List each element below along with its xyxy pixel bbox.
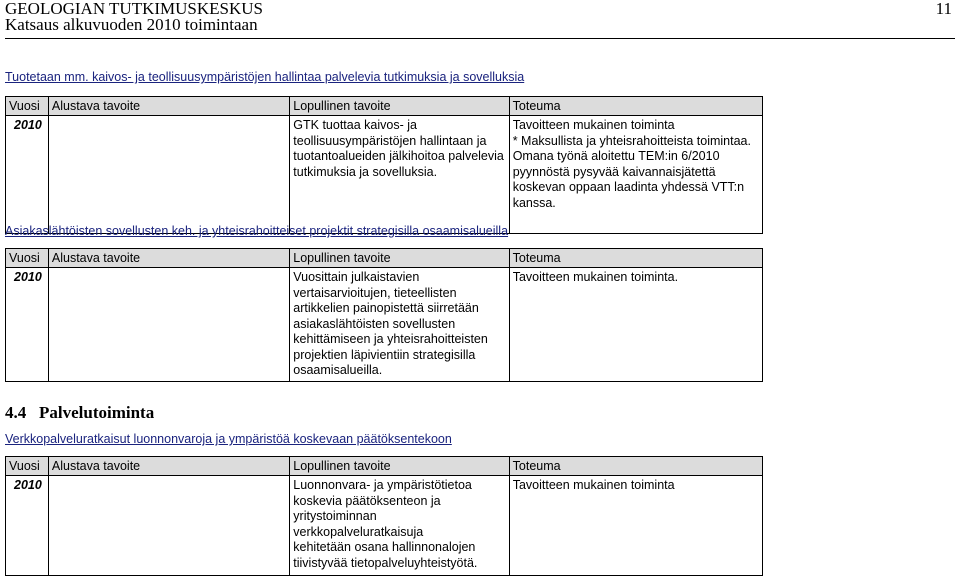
section-title: Tuotetaan mm. kaivos- ja teollisuusympäristöjen hallintaa palvelevia tutkimuksia ja sovelluksia: [5, 70, 525, 84]
cell-outcome: Tavoitteen mukainen toiminta: [512, 478, 675, 492]
goals-table: [5, 248, 763, 382]
section-title: Asiakaslähtöisten sovellusten keh. ja yhteisrahoitteiset projektit strategisilla osaamisalueilla: [5, 224, 509, 238]
cell-final-goal: Luonnonvara- ja ympäristötietoa koskevia päätöksenteon ja yritystoiminnan verkkopalveluratkaisuja kehitetään osana hallinnonalojen tiivistyvää tietopalveluyhteistyötä.: [290, 476, 509, 575]
chapter-title: Palvelutoiminta: [39, 403, 155, 422]
cell-preliminary-goal: [49, 268, 290, 381]
table-header-row: [5, 456, 763, 476]
table-row: [5, 476, 763, 576]
table-row: [5, 268, 763, 382]
column-header-preliminary-goal: Alustava tavoite: [49, 457, 290, 475]
column-header-year: Vuosi: [6, 249, 49, 267]
table-row: [5, 116, 763, 234]
column-header-outcome: Toteuma: [512, 99, 561, 113]
column-header-final-goal: Lopullinen tavoite: [290, 97, 509, 115]
header-divider: [5, 38, 955, 39]
column-header-preliminary-goal: Alustava tavoite: [49, 249, 290, 267]
cell-year: 2010: [6, 476, 49, 575]
table-header-row: [5, 248, 763, 268]
cell-year: 2010: [6, 268, 49, 381]
table-header-row: [5, 96, 763, 116]
cell-preliminary-goal: [49, 476, 290, 575]
column-header-outcome: Toteuma: [512, 459, 561, 473]
goals-table: [5, 96, 763, 234]
cell-year: 2010: [6, 116, 49, 233]
column-header-final-goal: Lopullinen tavoite: [290, 457, 509, 475]
cell-final-goal: GTK tuottaa kaivos- ja teollisuusympäristöjen hallintaan ja tuotantoalueiden jälkihoitoa palvelevia tutkimuksia ja sovelluksia.: [290, 116, 509, 233]
cell-outcome: Tavoitteen mukainen toiminta * Maksullista ja yhteisrahoitteista toimintaa. Omana työnä aloitettu TEM:in 6/2010 pyynnöstä pysyvää kaivannaisjätettä koskevan oppaan laadinta yhdessä VTT:n kanssa.: [512, 118, 751, 210]
cell-outcome: Tavoitteen mukainen toiminta.: [512, 270, 679, 284]
column-header-final-goal: Lopullinen tavoite: [290, 249, 509, 267]
header-org-name: GEOLOGIAN TUTKIMUSKESKUS: [5, 0, 263, 18]
column-header-year: Vuosi: [6, 97, 49, 115]
cell-final-goal: Vuosittain julkaistavien vertaisarvioitujen, tieteellisten artikkelien painopistettä siirretään asiakaslähtöisten sovellusten kehittämiseen ja yhteisrahoitteisten projektien läpivientiin strategisilla osaamisalueilla.: [290, 268, 509, 381]
goals-table: [5, 456, 763, 576]
column-header-outcome: Toteuma: [512, 251, 561, 265]
header-subtitle: Katsaus alkuvuoden 2010 toimintaan: [5, 15, 258, 34]
chapter-heading: [5, 403, 154, 423]
column-header-year: Vuosi: [6, 457, 49, 475]
chapter-number: 4.4: [5, 403, 27, 422]
cell-preliminary-goal: [49, 116, 290, 233]
section-title: Verkkopalveluratkaisut luonnonvaroja ja ympäristöä koskevaan päätöksentekoon: [5, 432, 452, 446]
page-number: 11: [935, 0, 952, 18]
column-header-preliminary-goal: Alustava tavoite: [49, 97, 290, 115]
